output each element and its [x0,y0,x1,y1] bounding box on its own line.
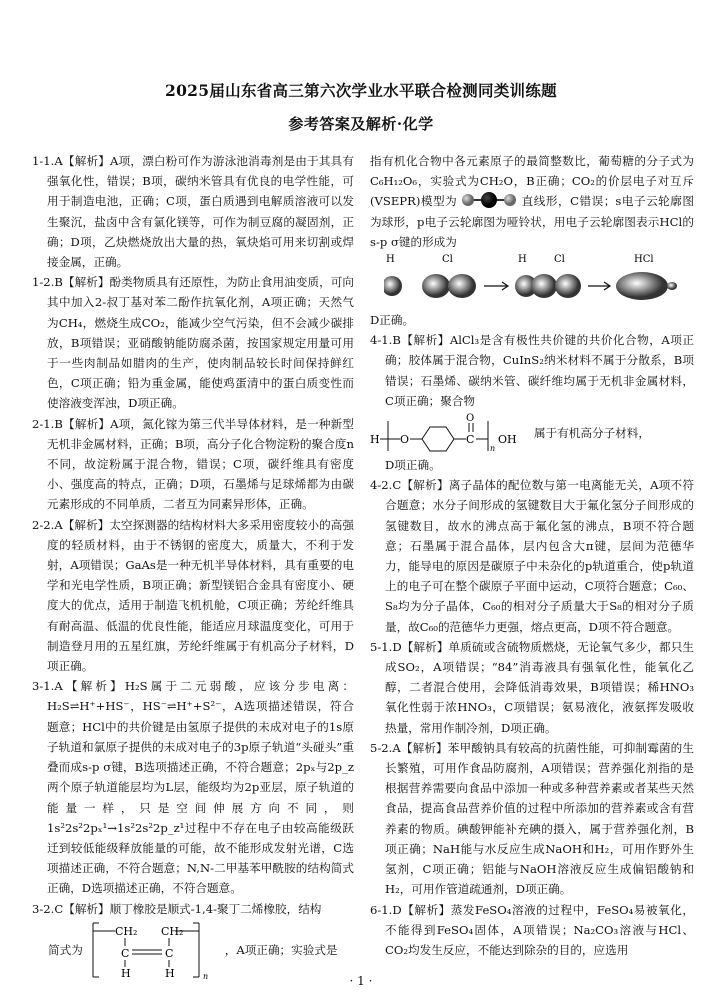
rubber-c-right: C [164,946,174,960]
co2-oxygen-right [504,194,516,206]
answer-3-2: 3-2.C【解析】顺丁橡胶是顺式-1,4-聚丁二烯橡胶，结构 [32,901,322,916]
answer-4-1: 4-1.B【解析】AlCl₃是含有极性共价键的共价化合物，A项正确；胶体属于混合物，CuInS₂纳米材料不属于分散系，B项错误；石墨烯、碳纳米管、碳纤维均属于无机非金属材料，C项正确；聚合物 [370,333,694,408]
page-title: 2025届山东省高三第六次学业水平联合检测同类训练题 [165,81,557,100]
hcl-sigma-bond [616,272,668,300]
answer-4-1-cont: 属于有机高分子材料， [534,425,650,440]
answer-1-1: 1-1.A【解析】A项，漂白粉可作为游泳池消毒剂是由于其具有强氧化性，错误；B项，碳纳米管具有优良的电学性能，可用于制造电池，正确；C项，蛋白质遇到电解质溶液可以发生聚沉，盐卤中含有氯化镁等，可作为制豆腐的凝固剂，正确；D项，乙炔燃烧放出大量的热，氧炔焰可用来切割或焊接金属，正确。 [32,154,354,270]
orbital-label-h2: H [518,254,527,266]
answer-3-2-text-b: 直线形，C错误；s电子云轮廓图为球形，p电子云轮廓图为哑铃状，用电子云轮廓图表示HCl的s-p σ键的形成为 [370,194,695,249]
rubber-ch2-left: CH₂ [114,924,138,938]
polymer-n: n [490,444,496,454]
polymer-o-carbonyl: O [466,413,475,425]
orbital-label-h1: H [386,254,395,266]
h-s-orbital [384,276,402,296]
rubber-h-left: H [120,966,131,980]
hcl-orbital-diagram [384,252,684,310]
page-subtitle: 参考答案及解析·化学 [288,115,434,133]
hcl-sigma-small-lobe [667,282,677,290]
polymer-o: O [400,433,410,447]
answer-3-2-text: 指有机化合物中各元素原子的最简整数比，葡萄糖的分子式为C₆H₁₂O₆，实验式为CH₂O，B正确；CO₂的价层电子对互斥(VSEPR)模型为 [370,154,694,209]
co2-oxygen-left [462,194,474,206]
answer-3-2-cont [370,151,694,252]
answer-1-2: 1-2.B【解析】酚类物质具有还原性，为防止食用油变质，可向其中加入2-叔丁基对苯二酚作抗氧化剂，A项正确；天然气为CH₄，燃烧生成CO₂，能减少空气污染，但不会减少碳排放，B项错误；亚硝酸钠能防腐杀菌，按国家规定用量可用于一些肉制品如腊肉的生产，使肉制品较长时间保持鲜红色，C项正确；铅为重金属，能使鸡蛋清中的蛋白质变性而使溶液变浑浊，D项正确。 [32,275,354,411]
rubber-ch2-right: CH₂ [160,924,184,938]
answer-5-1: 5-1.D【解析】单质硫或含硫物质燃烧，无论氧气多少，都只生成SO₂，A项错误；“84”消毒液具有强氧化性，能氧化乙醇，二者混合使用，会降低消毒效果，B项错误；稀HNO₃氧化性弱于浓HNO₃，C项错误；氨易液化，液氨挥发吸收热量，常用作制冷剂，D项正确。 [370,639,694,735]
right-column [370,151,694,960]
rubber-c-left: C [120,946,130,960]
rubber-h-right: H [164,966,175,980]
co2-carbon [481,192,497,208]
arrow-2 [588,282,610,290]
arrow-1 [484,282,508,290]
cl-p-orbital-left-lobe [422,274,450,298]
cl-p-overlap-right [555,274,581,298]
answer-3-2-end: D正确。 [370,313,415,328]
answer-6-1: 6-1.D【解析】蒸发FeSO₄溶液的过程中，FeSO₄易被氧化，不能得到FeSO₄固体，A项错误；Na₂CO₃溶液与HCl、CO₂均发生反应，不能达到除杂的目的，应选用 [370,902,694,957]
polymer-row [370,411,694,455]
polymer-h: H [370,433,380,447]
orbital-label-hcl: HCl [634,254,654,266]
answer-4-2: 4-2.C【解析】离子晶体的配位数与第一电离能无关，A项不符合题意；水分子间形成的氢键数目大于氟化氢分子间形成的氢键数目，故水的沸点高于氟化氢的沸点，B项不符合题意；石墨属于混合晶体，层内包含大π键，层间为范德华力，能导电的原因是碳原子中未杂化的p轨道重合，使p轨道上的电子可在整个碳原子平面中运动，C项符合题意；C₆₀、S₈均为分子晶体，C₆₀的相对分子质量大于S₈的相对分子质量，故C₆₀的范德华力更强，熔点更高，D项不符合题意。 [370,478,694,634]
cl-p-overlap-left [531,274,557,298]
answer-2-1: 2-1.B【解析】A项，氮化镓为第三代半导体材料，是一种新型无机非金属材料，正确；B项，高分子化合物淀粉的聚合度n不同，故淀粉属于混合物，错误；C项，碳纤维具有密度小、强度高的特点，正确；D项，石墨烯与足球烯都为由碳元素形成的不同单质，二者互为同素异形体，正确。 [32,416,354,512]
co2-ball-model [461,192,517,208]
rubber-label-pre: 简式为 [48,942,83,957]
answer-5-2: 5-2.A【解析】苯甲酸钠具有较高的抗菌性能，可抑制霉菌的生长繁殖，可用作食品防腐剂，A项错误；营养强化剂指的是根据营养需要向食品中添加一种或多种营养素或者某些天然食品，提高食品营养价值的过程中所添加的营养素或含有营养素的物质。碘酸钾能补充碘的摄入，属于营养强化剂，B项正确；NaH能与水反应生成NaOH和H₂，可用作野外生氢剂，C项正确；铝能与NaOH溶液反应生成偏铝酸钠和H₂，可用作管道疏通剂，D项正确。 [370,740,694,897]
left-column [32,151,354,981]
answer-3-1: 3-1.A【解析】H₂S属于二元弱酸，应该分步电离：H₂S⇌H⁺+HS⁻，HS⁻⇌H⁺+S²⁻，A选项描述错误，符合题意；HCl中的共价键是由氢原子提供的未成对电子的1s原子轨道和氯原子提供的未成对电子的3p原子轨道“头碰头”重叠而成s-p σ键，B选项描述正确，不符合题意；2pₓ与2p_z两个原子轨道能层均为L层，能级均为2p亚层，原子轨道的能量一样，只是空间伸展方向不同，则1s²2s²2pₓ¹→1s²2s²2p_z¹过程中不存在电子由较高能级跃迁到较低能级释放能量的可能，故不能形成发射光谱，C选项描述正确，不符合题意；N,N-二甲基苯甲酰胺的结构简式正确，D选项描述正确，不符合题意。 [32,679,354,896]
answer-2-2: 2-2.A【解析】太空探测器的结构材料大多采用密度较小的高强度的轻质材料，由于不锈钢的密度大，质量大，不利于发射，A项错误；GaAs是一种无机半导体材料，具有重要的电学和光电学性质，B项正确；新型镁铝合金具有密度小、硬度大的优点，适用于制造飞机机舱，C项正确；芳纶纤维具有耐高温、低温的优良性能，能适应月球温度变化，可用于制造登月用的五星红旗，芳纶纤维属于有机高分子材料，D项正确。 [32,517,354,674]
polymer-oh: OH [498,433,517,447]
orbital-label-cl2: Cl [554,254,565,266]
orbital-label-cl1: Cl [442,254,453,266]
polymer-c: C [466,433,475,447]
cl-p-orbital-right-lobe [448,274,476,298]
page-number: · 1 · [349,974,373,988]
cis-polybutadiene-structure [89,919,219,981]
polyester-structure [370,411,528,455]
rubber-label-post: ，A项正确；实验式是 [224,942,338,957]
rubber-n: n [202,971,208,981]
rubber-structure-row [32,919,354,981]
answer-4-1-end: D项正确。 [385,458,441,473]
